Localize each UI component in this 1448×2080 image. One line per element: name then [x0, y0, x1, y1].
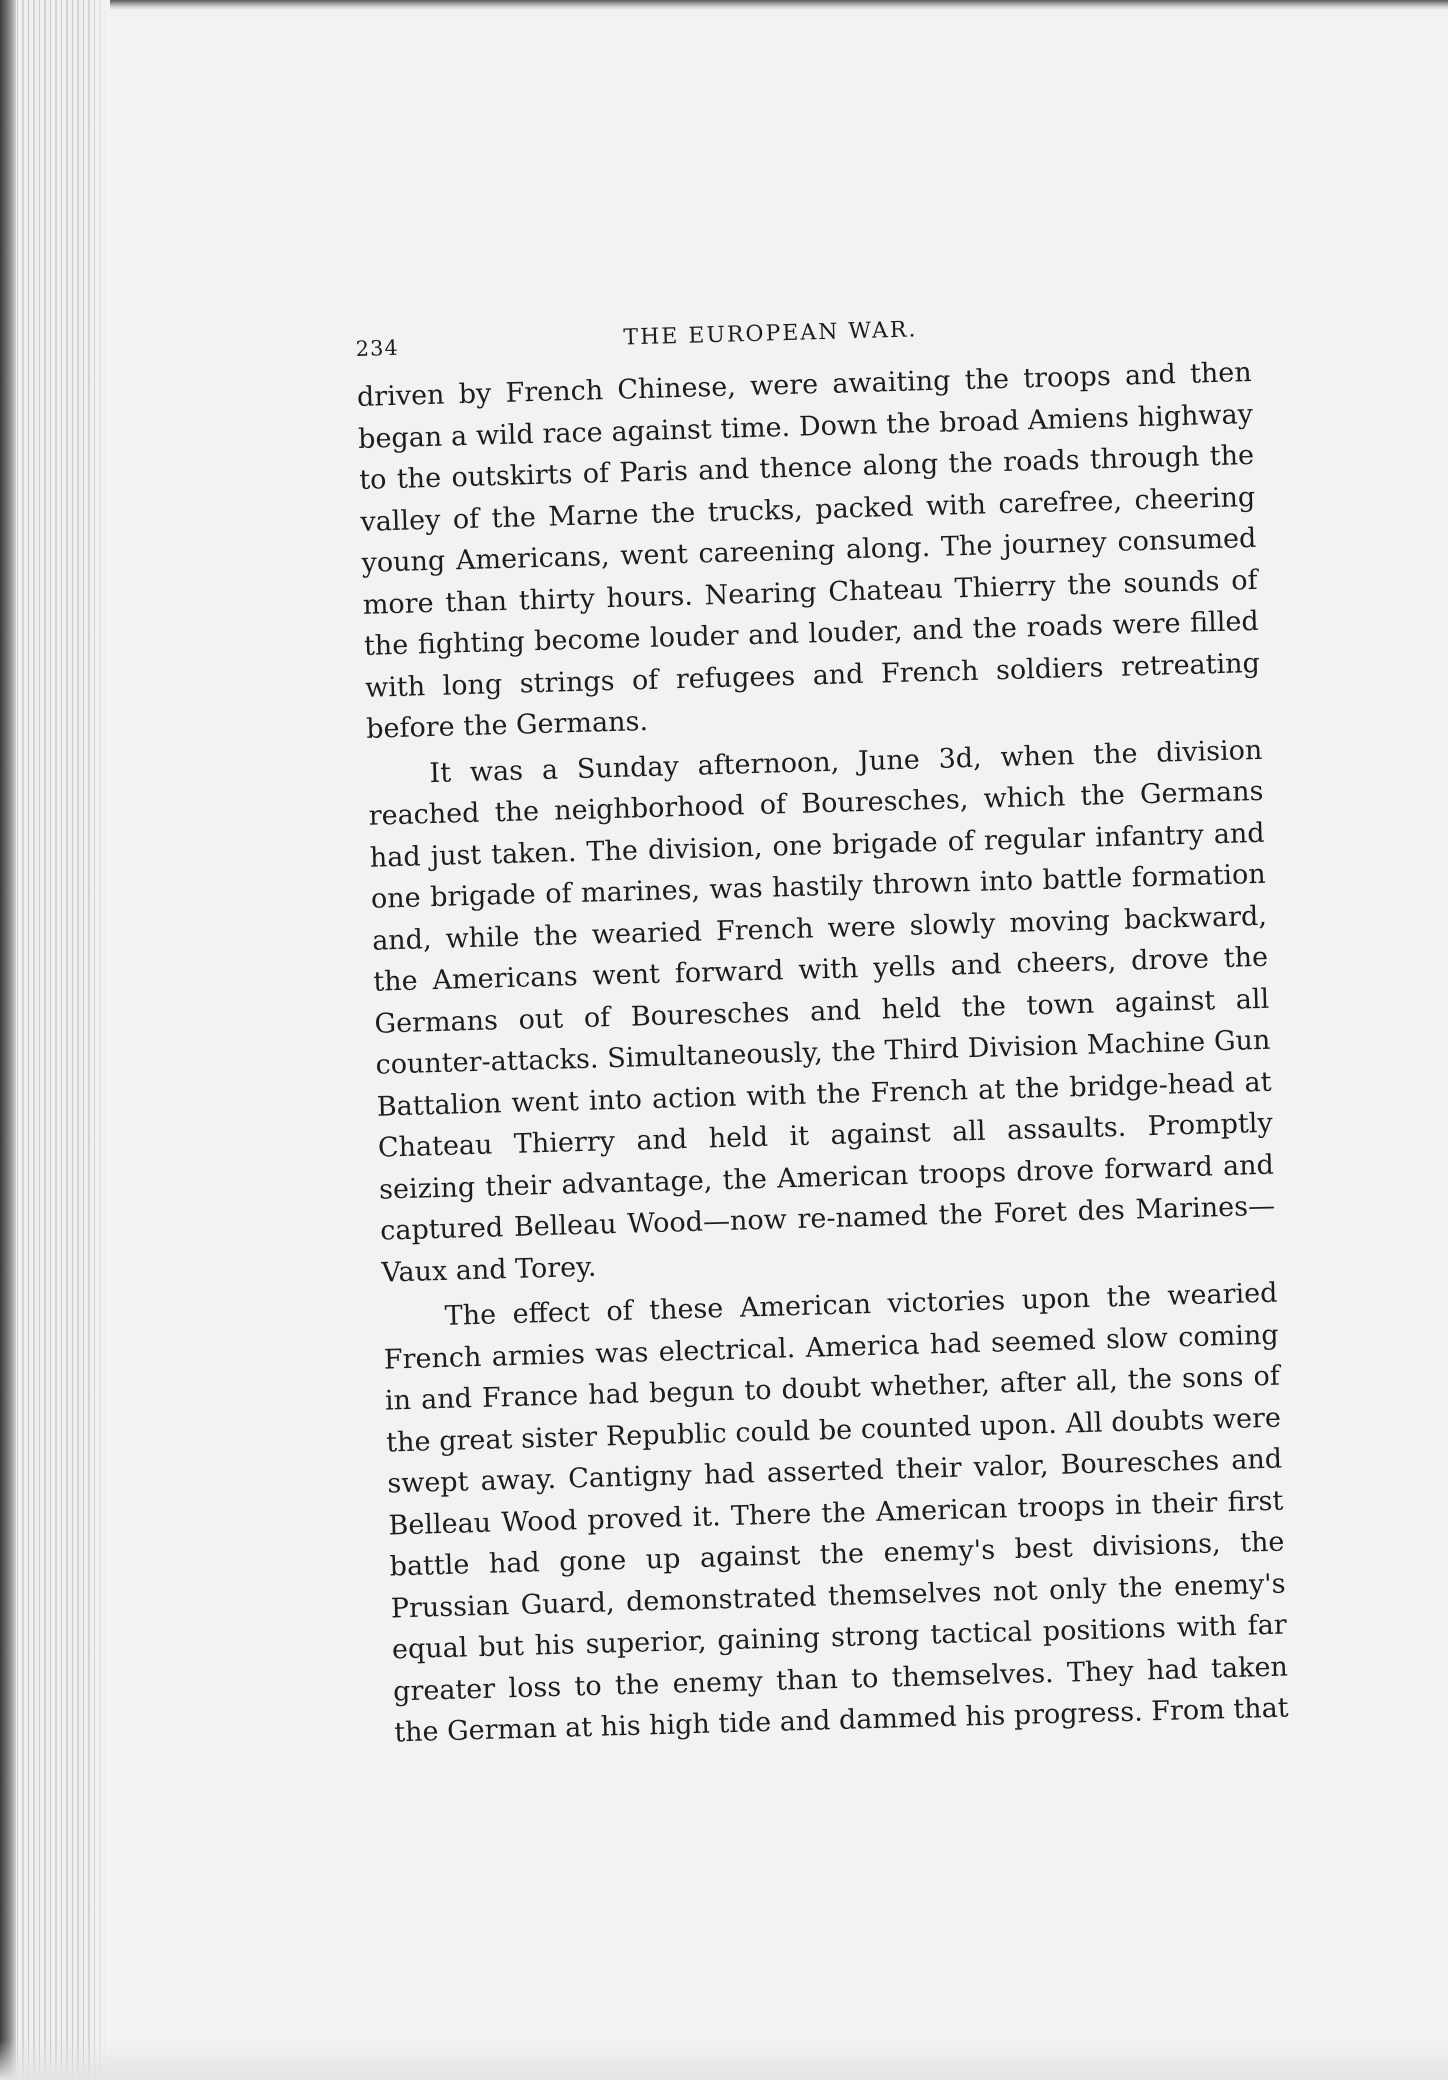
- scan-bottom-shade: [0, 2040, 1448, 2080]
- page-number: 234: [355, 335, 400, 361]
- running-head-title: THE EUROPEAN WAR.: [623, 317, 918, 351]
- book-page: [355, 300, 1290, 1758]
- paragraph-2: It was a Sunday afternoon, June 3d, when the division reached the neighborhood of Bouresches, which the Germans had just taken. The division, one brigade of regular infantry and one brigade of marines, was hastily thrown into battle formation and, while the wearied French were slowly moving backward, the Americans went forward with yells and cheers, drove the Germans out of Bouresches and held the town against all counter-attacks. Simultaneously, the Third Division Machine Gun Battalion went into action with the French at the bridge-head at Chateau Thierry and held it against all assaults. Promptly seizing their advantage, the American troops drove forward and captured Belleau Wood—now re-named the Foret des Marines—Vaux and Torey.: [368, 734, 1276, 1289]
- scan-top-shadow: [0, 0, 1448, 10]
- book-page-edges: [0, 0, 110, 2080]
- paragraph-3: The effect of these American victories upon the wearied French armies was electrical. America had seemed slow coming in and France had begun to doubt whether, after all, the sons of the great sister Republic could be counted upon. All doubts were swept away. Cantigny had asserted their valor, Bouresches and Belleau Wood proved it. There the American troops in their first battle had gone up against the enemy's best divisions, the Prussian Guard, demonstrated themselves not only the enemy's equal but his superior, gaining strong tactical positions with far greater loss to the enemy than to themselves. They had taken the German at his high tide and dammed his progress. From that: [383, 1277, 1289, 1749]
- paragraph-1: driven by French Chinese, were awaiting the troops and then began a wild race against time. Down the broad Amiens highway to the outskirts of Paris and thence along the roads through the valley of the Marne the trucks, packed with carefree, cheering young Americans, went careening along. The journey consumed more than thirty hours. Nearing Chateau Thierry the sounds of the fighting become louder and louder, and the roads were filled with long strings of refugees and French soldiers retreating before the Germans.: [356, 356, 1261, 745]
